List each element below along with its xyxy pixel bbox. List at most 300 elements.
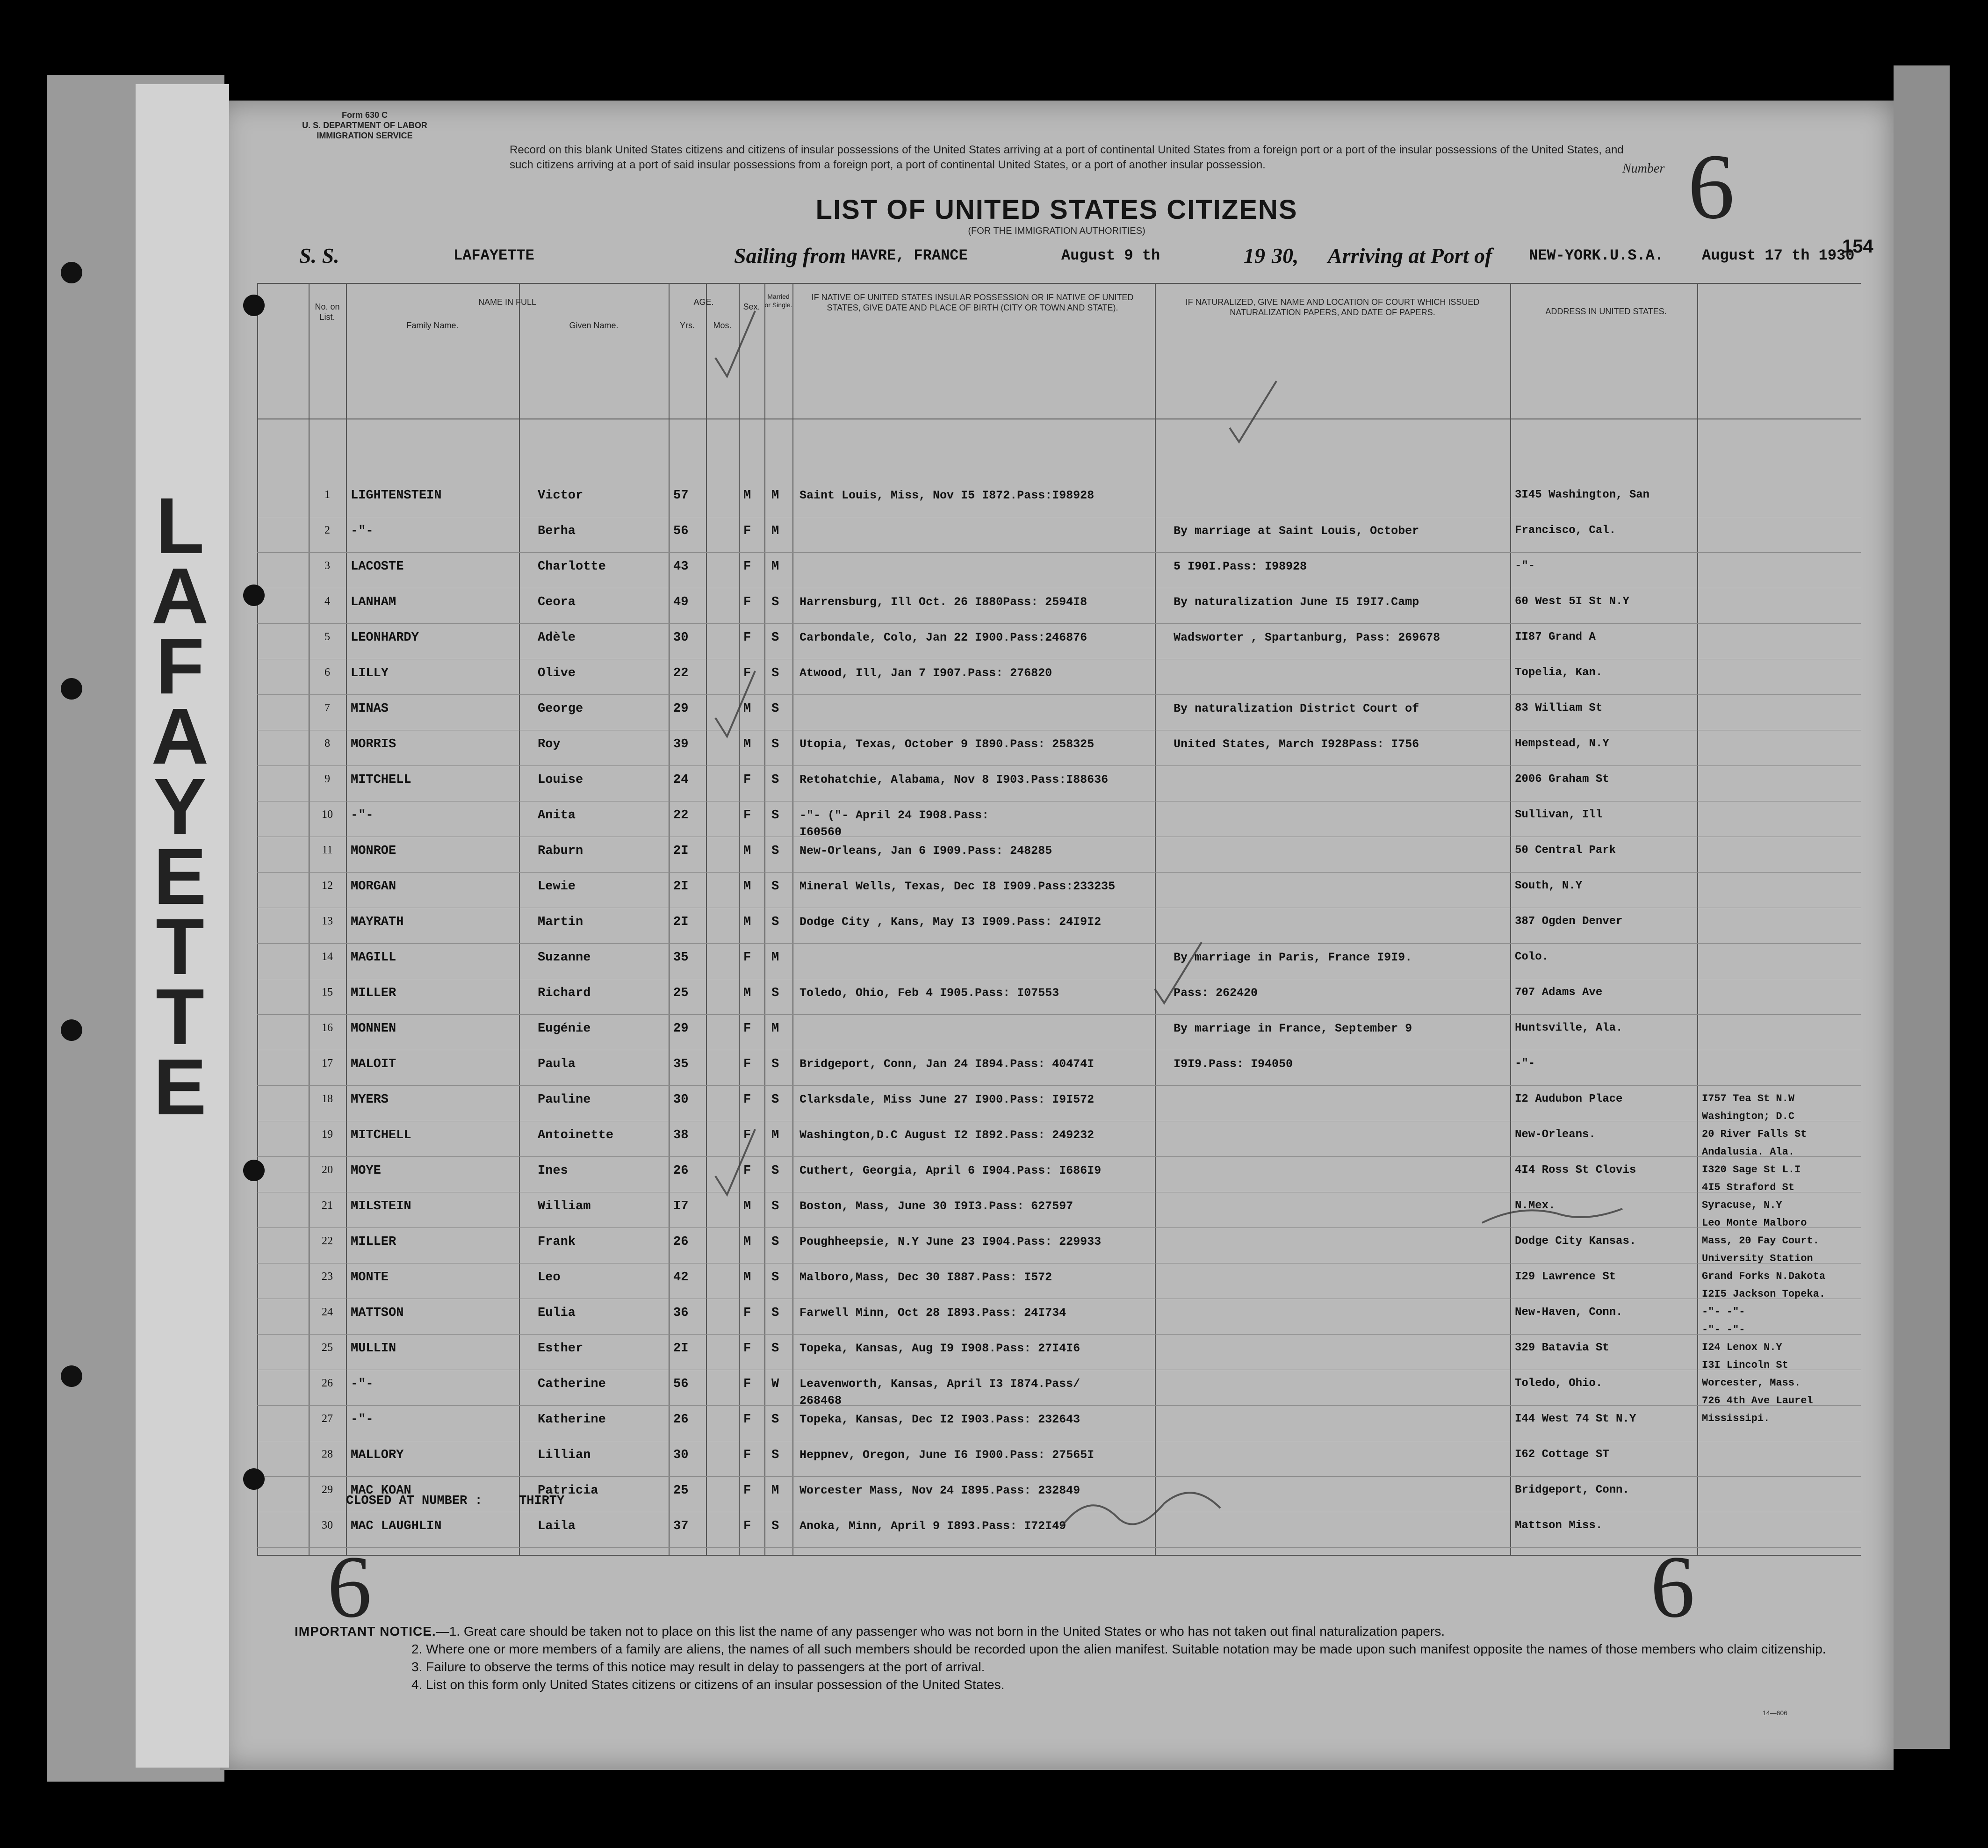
row-age: 30 bbox=[673, 631, 689, 645]
row-addr: 387 Ogden Denver bbox=[1515, 915, 1623, 928]
row-age: 36 bbox=[673, 1306, 689, 1320]
to-port: NEW-YORK.U.S.A. bbox=[1529, 247, 1664, 264]
address-line: Mississipi. bbox=[1702, 1413, 1770, 1424]
header-mos: Mos. bbox=[713, 321, 732, 330]
row-ms: W bbox=[771, 1377, 779, 1391]
header-married: Married or Single. bbox=[764, 293, 792, 309]
row-sex: M bbox=[743, 915, 751, 929]
from-port: HAVRE, FRANCE bbox=[851, 247, 968, 264]
row-ms: M bbox=[771, 489, 779, 503]
row-addr: Hempstead, N.Y bbox=[1515, 737, 1609, 750]
row-given: Eugénie bbox=[538, 1022, 591, 1036]
row-sex: M bbox=[743, 1199, 751, 1213]
row-family: MALLORY bbox=[351, 1448, 404, 1462]
row-family: MAGILL bbox=[351, 951, 396, 965]
row-sex: F bbox=[743, 951, 751, 965]
row-ms: M bbox=[771, 951, 779, 965]
row-sex: F bbox=[743, 1022, 751, 1036]
row-given: Esther bbox=[538, 1342, 583, 1356]
row-number: 2 bbox=[324, 524, 330, 536]
row-sex: M bbox=[743, 702, 751, 716]
row-given: Ceora bbox=[538, 595, 576, 609]
record-instructions: Record on this blank United States citizens and citizens of insular possessions of the United States arriving at a port of continental United States from a foreign port or a port of the insular possessions of the United States, and such citizens arriving at a port of said insular possessions from a foreign port, a port of continental United States, or a port of another insular possession. bbox=[510, 144, 1624, 171]
punch-hole bbox=[243, 295, 265, 316]
punch-hole bbox=[243, 1160, 265, 1181]
row-birth: Topeka, Kansas, Aug I9 I908.Pass: 27I4I6 bbox=[800, 1342, 1080, 1355]
row-family: MYERS bbox=[351, 1093, 389, 1107]
row-family: MATTSON bbox=[351, 1306, 404, 1320]
row-nat: I9I9.Pass: I94050 bbox=[1174, 1057, 1293, 1071]
row-age: 30 bbox=[673, 1448, 689, 1462]
row-sex: M bbox=[743, 737, 751, 751]
row-number: 22 bbox=[322, 1235, 333, 1247]
row-sex: M bbox=[743, 489, 751, 503]
notice-item-4: 4. List on this form only United States citizens or citizens of an insular possession of the United States. bbox=[411, 1677, 1005, 1692]
row-age: 35 bbox=[673, 1057, 689, 1071]
row-given: Pauline bbox=[538, 1093, 591, 1107]
row-ms: S bbox=[771, 1270, 779, 1285]
row-ms: S bbox=[771, 880, 779, 894]
row-sex: F bbox=[743, 1057, 751, 1071]
page-title: LIST OF UNITED STATES CITIZENS bbox=[815, 195, 1298, 225]
number-label: Number bbox=[1622, 161, 1665, 176]
department: U. S. DEPARTMENT OF LABOR bbox=[302, 121, 427, 130]
ship-name: LAFAYETTE bbox=[454, 247, 534, 264]
row-addr: 50 Central Park bbox=[1515, 844, 1616, 857]
row-birth: Carbondale, Colo, Jan 22 I900.Pass:246876 bbox=[800, 631, 1088, 644]
row-family: MAYRATH bbox=[351, 915, 404, 929]
year-prefix: 19 bbox=[1244, 244, 1265, 267]
row-age: 2I bbox=[673, 880, 689, 894]
closed-value: THIRTY bbox=[519, 1494, 565, 1508]
continuation-line: 268468 bbox=[800, 1394, 842, 1408]
row-sex: F bbox=[743, 1413, 751, 1427]
row-ms: S bbox=[771, 666, 779, 680]
row-family: MORRIS bbox=[351, 737, 396, 751]
row-ms: S bbox=[771, 595, 779, 609]
address-line: Syracuse, N.Y bbox=[1702, 1199, 1782, 1211]
row-ms: S bbox=[771, 737, 779, 751]
row-family: MALOIT bbox=[351, 1057, 396, 1071]
row-sex: F bbox=[743, 1128, 751, 1142]
row-addr: New-Orleans. bbox=[1515, 1128, 1596, 1141]
row-number: 7 bbox=[324, 702, 330, 714]
row-birth: Bridgeport, Conn, Jan 24 I894.Pass: 40474I bbox=[800, 1057, 1095, 1071]
address-line: -"- -"- bbox=[1702, 1306, 1745, 1318]
row-number: 12 bbox=[322, 880, 333, 892]
row-addr: N.Mex. bbox=[1515, 1199, 1556, 1212]
row-number: 23 bbox=[322, 1270, 333, 1283]
row-addr: 4I4 Ross St Clovis bbox=[1515, 1164, 1636, 1177]
address-line: I757 Tea St N.W bbox=[1702, 1093, 1795, 1104]
row-ms: S bbox=[771, 986, 779, 1000]
row-ms: S bbox=[771, 773, 779, 787]
row-sex: M bbox=[743, 880, 751, 894]
page-subtitle: (FOR THE IMMIGRATION AUTHORITIES) bbox=[968, 226, 1145, 236]
row-age: 38 bbox=[673, 1128, 689, 1142]
row-given: Adèle bbox=[538, 631, 576, 645]
row-given: Frank bbox=[538, 1235, 576, 1249]
row-birth: Cuthert, Georgia, April 6 I904.Pass: I686I9 bbox=[800, 1164, 1102, 1177]
manifest-page bbox=[220, 101, 1894, 1770]
row-ms: S bbox=[771, 1448, 779, 1462]
bottom-number-left: 6 bbox=[327, 1538, 372, 1636]
row-age: 56 bbox=[673, 524, 689, 538]
row-age: 29 bbox=[673, 702, 689, 716]
row-given: Katherine bbox=[538, 1413, 606, 1427]
row-addr: Mattson Miss. bbox=[1515, 1519, 1603, 1532]
row-age: 29 bbox=[673, 1022, 689, 1036]
row-nat: Wadsworter , Spartanburg, Pass: 269678 bbox=[1174, 631, 1441, 644]
header-no: No. on List. bbox=[315, 302, 340, 322]
header-yrs: Yrs. bbox=[679, 321, 695, 330]
row-number: 28 bbox=[322, 1448, 333, 1460]
bottom-number-right: 6 bbox=[1650, 1538, 1695, 1636]
row-age: I7 bbox=[673, 1199, 689, 1213]
row-birth: Washington,D.C August I2 I892.Pass: 249232 bbox=[800, 1128, 1095, 1142]
row-number: 17 bbox=[322, 1057, 333, 1069]
punch-hole bbox=[61, 262, 82, 283]
row-age: 22 bbox=[673, 666, 689, 680]
row-ms: S bbox=[771, 1413, 779, 1427]
row-number: 10 bbox=[322, 808, 333, 821]
address-line: I24 Lenox N.Y bbox=[1702, 1342, 1782, 1353]
address-line: Leo Monte Malboro bbox=[1702, 1217, 1807, 1229]
row-number: 18 bbox=[322, 1093, 333, 1105]
row-addr: I29 Lawrence St bbox=[1515, 1270, 1616, 1283]
header-age: AGE. bbox=[693, 297, 714, 307]
row-number: 15 bbox=[322, 986, 333, 998]
service: IMMIGRATION SERVICE bbox=[317, 131, 413, 140]
print-code: 14—606 bbox=[1763, 1709, 1787, 1717]
row-family: MAC KOAN bbox=[351, 1484, 411, 1498]
notice-label: IMPORTANT NOTICE. bbox=[295, 1624, 436, 1639]
row-sex: M bbox=[743, 1270, 751, 1285]
row-given: Lewie bbox=[538, 880, 576, 894]
row-age: 24 bbox=[673, 773, 689, 787]
row-number: 5 bbox=[324, 631, 330, 643]
row-family: MILLER bbox=[351, 1235, 396, 1249]
row-addr: 2006 Graham St bbox=[1515, 773, 1609, 786]
address-line: Washington; D.C bbox=[1702, 1111, 1795, 1122]
row-ms: S bbox=[771, 1199, 779, 1213]
list-number: 6 bbox=[1688, 135, 1735, 238]
row-sex: F bbox=[743, 560, 751, 574]
row-nat: By marriage at Saint Louis, October bbox=[1174, 524, 1419, 538]
row-family: MITCHELL bbox=[351, 1128, 411, 1142]
row-number: 16 bbox=[322, 1022, 333, 1034]
row-family: -"- bbox=[351, 524, 374, 538]
header-naturalized: IF NATURALIZED, GIVE NAME AND LOCATION OF COURT WHICH ISSUED NATURALIZATION PAPERS, AND DATE OF PAPERS. bbox=[1185, 297, 1480, 317]
row-birth: Mineral Wells, Texas, Dec I8 I909.Pass:233235 bbox=[800, 880, 1116, 893]
row-addr: Dodge City Kansas. bbox=[1515, 1235, 1636, 1248]
row-age: 43 bbox=[673, 560, 689, 574]
sail-date: August 9 th bbox=[1061, 247, 1160, 264]
row-ms: S bbox=[771, 1235, 779, 1249]
row-addr: Toledo, Ohio. bbox=[1515, 1377, 1603, 1390]
address-line: I320 Sage St L.I bbox=[1702, 1164, 1801, 1176]
row-family: LILLY bbox=[351, 666, 389, 680]
row-given: Berha bbox=[538, 524, 576, 538]
row-birth: Dodge City , Kans, May I3 I909.Pass: 24I9I2 bbox=[800, 915, 1102, 929]
side-letter: T bbox=[156, 973, 204, 1061]
address-line: I2I5 Jackson Topeka. bbox=[1702, 1288, 1826, 1300]
row-addr: II87 Grand A bbox=[1515, 631, 1596, 643]
row-addr: 83 William St bbox=[1515, 702, 1603, 715]
row-age: 37 bbox=[673, 1519, 689, 1533]
row-number: 1 bbox=[324, 489, 330, 501]
punch-hole bbox=[61, 1365, 82, 1387]
address-line: Worcester, Mass. bbox=[1702, 1377, 1801, 1389]
row-number: 9 bbox=[324, 773, 330, 785]
row-family: MILLER bbox=[351, 986, 396, 1000]
row-addr: Sullivan, Ill bbox=[1515, 808, 1603, 821]
row-sex: F bbox=[743, 1093, 751, 1107]
row-birth: Worcester Mass, Nov 24 I895.Pass: 232849 bbox=[800, 1484, 1080, 1497]
row-number: 29 bbox=[322, 1484, 333, 1496]
row-given: Antoinette bbox=[538, 1128, 614, 1142]
row-ms: S bbox=[771, 915, 779, 929]
row-birth: Farwell Minn, Oct 28 I893.Pass: 24I734 bbox=[800, 1306, 1066, 1320]
row-given: George bbox=[538, 702, 583, 716]
row-sex: F bbox=[743, 1448, 751, 1462]
row-given: Roy bbox=[538, 737, 561, 751]
row-addr: Bridgeport, Conn. bbox=[1515, 1484, 1629, 1496]
row-ms: M bbox=[771, 1022, 779, 1036]
side-letter: A bbox=[151, 692, 209, 781]
row-birth: Heppnev, Oregon, June I6 I900.Pass: 27565I bbox=[800, 1448, 1095, 1462]
row-age: 2I bbox=[673, 915, 689, 929]
row-sex: F bbox=[743, 1377, 751, 1391]
row-sex: F bbox=[743, 1306, 751, 1320]
row-family: MONROE bbox=[351, 844, 396, 858]
notice-item-3: 3. Failure to observe the terms of this notice may result in delay to passengers at the port of arrival. bbox=[411, 1660, 985, 1674]
handwritten-marks bbox=[220, 101, 1894, 1770]
row-sex: M bbox=[743, 844, 751, 858]
row-age: 25 bbox=[673, 986, 689, 1000]
row-nat: 5 I90I.Pass: I98928 bbox=[1174, 560, 1307, 573]
row-family: MONTE bbox=[351, 1270, 389, 1285]
header-address: ADDRESS IN UNITED STATES. bbox=[1545, 307, 1667, 316]
header-name-in-full: NAME IN FULL bbox=[478, 297, 537, 307]
side-letter: F bbox=[156, 622, 204, 711]
row-sex: F bbox=[743, 808, 751, 823]
row-age: 22 bbox=[673, 808, 689, 823]
punch-hole bbox=[243, 585, 265, 606]
row-birth: Malboro,Mass, Dec 30 I887.Pass: I572 bbox=[800, 1270, 1052, 1284]
row-birth: Boston, Mass, June 30 I9I3.Pass: 627597 bbox=[800, 1199, 1073, 1213]
row-birth: Anoka, Minn, April 9 I893.Pass: I72I49 bbox=[800, 1519, 1066, 1533]
row-number: 27 bbox=[322, 1413, 333, 1425]
punch-hole bbox=[61, 1019, 82, 1041]
row-family: -"- bbox=[351, 1377, 374, 1391]
address-line: I3I Lincoln St bbox=[1702, 1359, 1788, 1371]
row-addr: Colo. bbox=[1515, 951, 1549, 963]
row-ms: S bbox=[771, 1306, 779, 1320]
row-addr: South, N.Y bbox=[1515, 880, 1583, 892]
header-native: IF NATIVE OF UNITED STATES INSULAR POSSESSION OR IF NATIVE OF UNITED STATES, GIVE DATE AND PLACE OF BIRTH (CITY OR TOWN AND STATE). bbox=[811, 293, 1134, 312]
row-age: 26 bbox=[673, 1413, 689, 1427]
row-age: 26 bbox=[673, 1235, 689, 1249]
row-birth: -"- ("- April 24 I908.Pass: bbox=[800, 808, 989, 822]
row-family: -"- bbox=[351, 808, 374, 823]
row-given: Martin bbox=[538, 915, 583, 929]
row-given: Leo bbox=[538, 1270, 561, 1285]
row-family: LANHAM bbox=[351, 595, 396, 609]
row-birth: Toledo, Ohio, Feb 4 I905.Pass: I07553 bbox=[800, 986, 1059, 1000]
side-ship-name bbox=[140, 482, 220, 1132]
row-addr: Huntsville, Ala. bbox=[1515, 1022, 1623, 1034]
continuation-line: I60560 bbox=[800, 825, 842, 839]
side-letter: T bbox=[156, 902, 204, 991]
row-age: 56 bbox=[673, 1377, 689, 1391]
row-ms: S bbox=[771, 1519, 779, 1533]
row-nat: Pass: 262420 bbox=[1174, 986, 1258, 1000]
back-sheet-right bbox=[1894, 65, 1950, 1749]
row-family: MILSTEIN bbox=[351, 1199, 411, 1213]
row-number: 14 bbox=[322, 951, 333, 963]
row-ms: M bbox=[771, 560, 779, 574]
row-given: Louise bbox=[538, 773, 583, 787]
row-family: MITCHELL bbox=[351, 773, 411, 787]
row-sex: F bbox=[743, 1164, 751, 1178]
address-line: University Station bbox=[1702, 1253, 1813, 1264]
row-nat: By naturalization District Court of bbox=[1174, 702, 1419, 715]
address-line: 726 4th Ave Laurel bbox=[1702, 1395, 1813, 1407]
row-number: 19 bbox=[322, 1128, 333, 1141]
row-birth: Harrensburg, Ill Oct. 26 I880Pass: 2594I8 bbox=[800, 595, 1088, 609]
row-number: 25 bbox=[322, 1342, 333, 1354]
side-letter: E bbox=[153, 1043, 207, 1132]
row-addr: Francisco, Cal. bbox=[1515, 524, 1616, 537]
row-sex: M bbox=[743, 1235, 751, 1249]
row-number: 21 bbox=[322, 1199, 333, 1212]
row-birth: Poughheepsie, N.Y June 23 I904.Pass: 229933 bbox=[800, 1235, 1102, 1249]
row-ms: S bbox=[771, 844, 779, 858]
row-family: MORGAN bbox=[351, 880, 396, 894]
row-given: Ines bbox=[538, 1164, 568, 1178]
row-sex: F bbox=[743, 1484, 751, 1498]
row-given: Charlotte bbox=[538, 560, 606, 574]
row-number: 26 bbox=[322, 1377, 333, 1389]
row-addr: -"- bbox=[1515, 1057, 1535, 1070]
row-given: Laila bbox=[538, 1519, 576, 1533]
header-given: Given Name. bbox=[569, 321, 619, 330]
row-family: LIGHTENSTEIN bbox=[351, 489, 442, 503]
row-ms: S bbox=[771, 808, 779, 823]
row-addr: 60 West 5I St N.Y bbox=[1515, 595, 1629, 608]
address-line: Mass, 20 Fay Court. bbox=[1702, 1235, 1819, 1247]
row-nat: United States, March I928Pass: I756 bbox=[1174, 737, 1419, 751]
side-letter: L bbox=[156, 482, 204, 570]
row-family: MINAS bbox=[351, 702, 389, 716]
year-suffix: 30, bbox=[1272, 244, 1299, 267]
row-ms: S bbox=[771, 702, 779, 716]
row-family: LACOSTE bbox=[351, 560, 404, 574]
arrive-date: August 17 th 1930 bbox=[1702, 247, 1855, 264]
row-age: 49 bbox=[673, 595, 689, 609]
row-sex: F bbox=[743, 595, 751, 609]
row-number: 11 bbox=[322, 844, 333, 856]
row-nat: By naturalization June I5 I9I7.Camp bbox=[1174, 595, 1419, 609]
row-family: LEONHARDY bbox=[351, 631, 419, 645]
ss-label: S. S. bbox=[299, 244, 339, 267]
row-given: Paula bbox=[538, 1057, 576, 1071]
header-sex: Sex. bbox=[743, 302, 760, 311]
row-addr: 707 Adams Ave bbox=[1515, 986, 1603, 999]
row-addr: I2 Audubon Place bbox=[1515, 1093, 1623, 1105]
row-number: 8 bbox=[324, 737, 330, 750]
row-nat: By marriage in Paris, France I9I9. bbox=[1174, 951, 1412, 964]
row-addr: 3I45 Washington, San bbox=[1515, 489, 1650, 501]
row-given: Catherine bbox=[538, 1377, 606, 1391]
row-family: MAC LAUGHLIN bbox=[351, 1519, 442, 1533]
row-given: William bbox=[538, 1199, 591, 1213]
side-letter: E bbox=[153, 832, 207, 921]
row-ms: S bbox=[771, 1093, 779, 1107]
address-line: 4I5 Straford St bbox=[1702, 1182, 1795, 1193]
row-age: 57 bbox=[673, 489, 689, 503]
row-age: 25 bbox=[673, 1484, 689, 1498]
form-number: Form 630 C bbox=[341, 110, 388, 120]
row-number: 4 bbox=[324, 595, 330, 607]
row-ms: S bbox=[771, 1057, 779, 1071]
row-family: MOYE bbox=[351, 1164, 381, 1178]
row-age: 35 bbox=[673, 951, 689, 965]
row-addr: I62 Cottage ST bbox=[1515, 1448, 1609, 1461]
row-age: 2I bbox=[673, 844, 689, 858]
row-age: 42 bbox=[673, 1270, 689, 1285]
row-family: MULLIN bbox=[351, 1342, 396, 1356]
row-given: Raburn bbox=[538, 844, 583, 858]
punch-hole bbox=[61, 678, 82, 700]
row-given: Olive bbox=[538, 666, 576, 680]
notice-item-1: —1. Great care should be taken not to place on this list the name of any passenger who was not born in the United States or who has not taken out final naturalization papers. bbox=[436, 1624, 1445, 1639]
row-addr: Topelia, Kan. bbox=[1515, 666, 1603, 679]
closed-label: CLOSED AT NUMBER : bbox=[346, 1494, 483, 1508]
row-age: 26 bbox=[673, 1164, 689, 1178]
notice-item-2: 2. Where one or more members of a family are aliens, the names of all such members should be recorded upon the alien manifest. Suitable notation may be made upon such manifest opposite the names of those members who claim citizenship. bbox=[411, 1642, 1826, 1656]
row-birth: Leavenworth, Kansas, April I3 I874.Pass/ bbox=[800, 1377, 1080, 1391]
row-age: 39 bbox=[673, 737, 689, 751]
row-sex: F bbox=[743, 1342, 751, 1356]
row-sex: F bbox=[743, 631, 751, 645]
row-ms: S bbox=[771, 631, 779, 645]
header-family: Family Name. bbox=[406, 321, 459, 330]
row-given: Patricia bbox=[538, 1484, 598, 1498]
row-nat: By marriage in France, September 9 bbox=[1174, 1022, 1412, 1035]
row-family: MONNEN bbox=[351, 1022, 396, 1036]
row-given: Anita bbox=[538, 808, 576, 823]
row-birth: Clarksdale, Miss June 27 I900.Pass: I9I572 bbox=[800, 1093, 1095, 1106]
row-ms: M bbox=[771, 1128, 779, 1142]
row-addr: 329 Batavia St bbox=[1515, 1342, 1609, 1354]
row-birth: New-Orleans, Jan 6 I909.Pass: 248285 bbox=[800, 844, 1052, 858]
address-line: Grand Forks N.Dakota bbox=[1702, 1270, 1826, 1282]
row-given: Suzanne bbox=[538, 951, 591, 965]
page-number: 154 bbox=[1842, 236, 1873, 257]
arriving-label: Arriving at Port of bbox=[1328, 244, 1492, 267]
row-birth: Saint Louis, Miss, Nov I5 I872.Pass:I98928 bbox=[800, 489, 1095, 502]
row-ms: S bbox=[771, 1342, 779, 1356]
row-number: 24 bbox=[322, 1306, 333, 1318]
row-sex: F bbox=[743, 666, 751, 680]
row-given: Lillian bbox=[538, 1448, 591, 1462]
row-sex: M bbox=[743, 986, 751, 1000]
punch-hole bbox=[243, 1468, 265, 1490]
address-line: -"- -"- bbox=[1702, 1324, 1745, 1335]
row-age: 2I bbox=[673, 1342, 689, 1356]
